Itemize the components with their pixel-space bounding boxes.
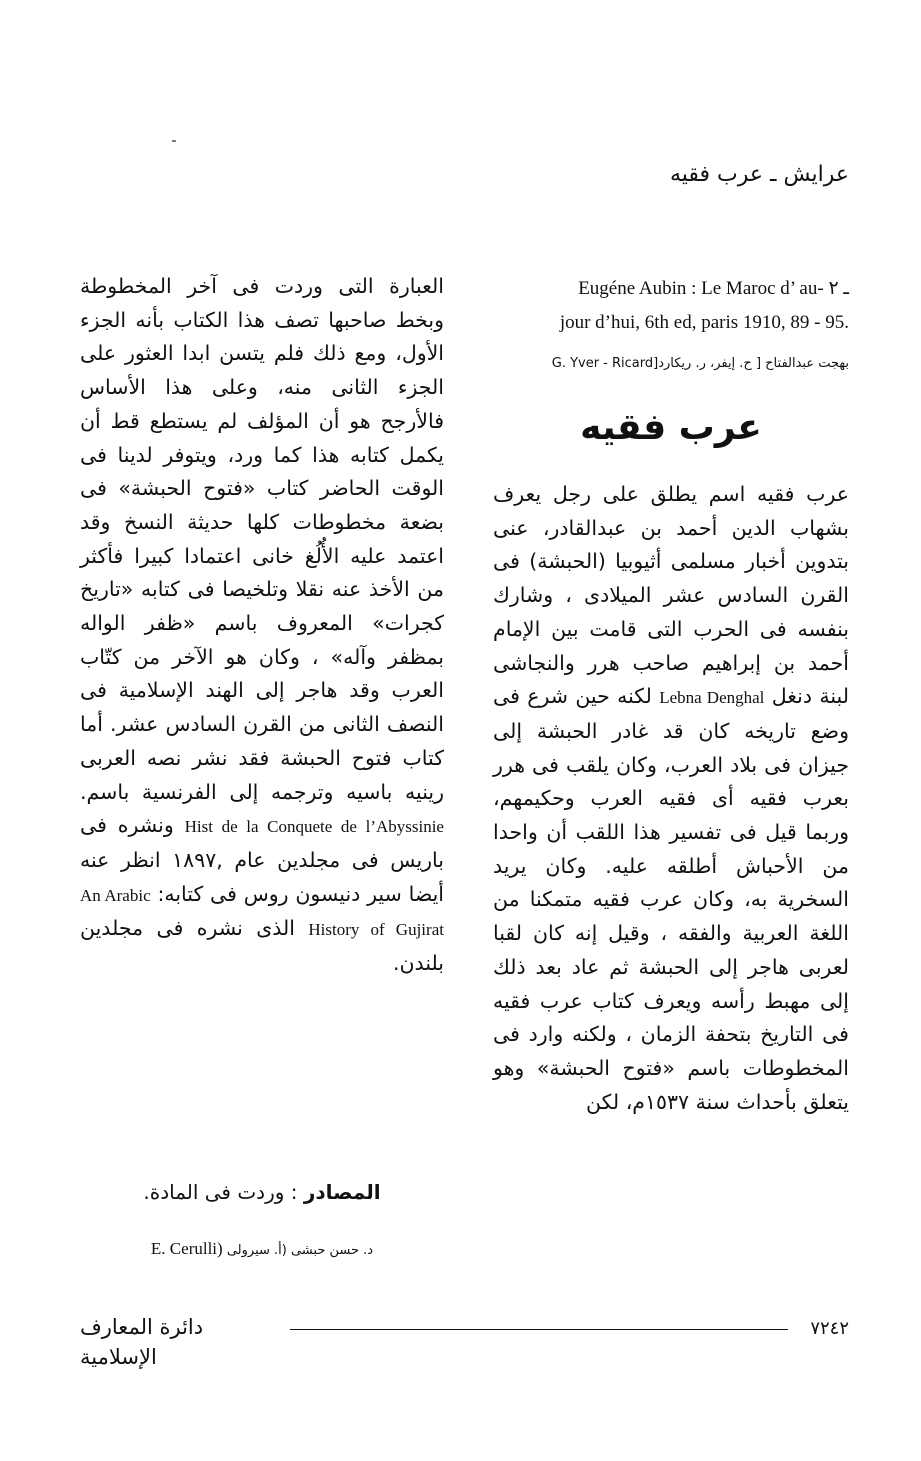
- author-latin: E. Cerulli): [150, 1239, 223, 1258]
- article-text-left-1: العبارة التى وردت فى آخر المخطوطة وبخط صاحبها تصف هذا الكتاب بأنه الجزء الأول، ومع ذلك فلم يتسن ابدا العثور على الجزء الثانى منه، وعلى هذا الأساس فالأرجح هو أن المؤلف لم يستطع قط أن يكمل كتابه هذا كما ورد، ويتوفر لدينا فى الوقت الحاضر كتاب «فتوح الحبشة» فى بضعة مخطوطات كلها حديثة النسخ وقد اعتمد عليه الأُلُغ خانى اعتمادا كبيرا فأكثر من الأخذ عنه نقلا وتلخيصا فى كتابه «تاريخ كجرات» المعروف باسم «ظفر الواله بمظفر وآله» ، وكان هو الآخر من كتّاب العرب وقد هاجر إلى الهند الإسلامية فى النصف الثانى من القرن السادس عشر. أما كتاب فتوح الحبشة فقد نشر نصه العربى رينيه باسيه وترجمه إلى الفرنسية باسم.: [80, 274, 444, 804]
- sources-label: المصادر: [303, 1180, 381, 1204]
- latin-title-gujirat: An Arabic History of Gujirat: [80, 885, 444, 940]
- article-text-right-1: عرب فقيه اسم يطلق على رجل يعرف بشهاب الدين أحمد بن عبدالقادر، عنى بتدوين أخبار مسلمى أثيوبيا (الحبشة) فى القرن السادس عشر الميلادى ، وشارك بنفسه فى الحرب التى قامت بين الإمام أحمد بن إبراهيم صاحب هرر والنجاشى لبنة دنغل: [493, 482, 849, 709]
- author-signature: [80, 1237, 444, 1263]
- article-column-left: [80, 270, 444, 981]
- page-number: ٧٢٤٢: [810, 1318, 849, 1339]
- sources-line: [80, 1175, 444, 1209]
- sources-text: : وردت فى المادة.: [143, 1180, 304, 1204]
- article-text-right-2: لكنه حين شرع فى وضع تاريخه كان قد غادر الحبشة إلى جيزان فى بلاد العرب، وكان يلقب فى هرر بعرب فقيه أى فقيه العرب وحكيمهم، وربما قيل فى تفسير هذا اللقب أن واحدا من الأحباش أطلقه عليه. وكان يريد السخرية به، وكان عرب فقيه متمكنا من اللغة العربية والفقه ، وقيل إنه كان لقبا لعربى هاجر إلى الحبشة ثم عاد بعد ذلك إلى مهبط رأسه ويعرف كتاب عرب فقيه فى التاريخ بتحفة الزمان ، ولكنه وارد فى المخطوطات باسم «فتوح الحبشة» وهو يتعلق بأحداث سنة ١٥٣٧م، لكن: [493, 684, 849, 1114]
- reference-author-latin: G. Yver - Ricard]: [551, 356, 659, 371]
- reference-line-2-text: jour d’hui, 6th ed, paris 1910, 89 - 95.: [559, 312, 849, 333]
- reference-line-3: [493, 352, 849, 376]
- latin-term-lebna-denghal: Lebna Denghal: [659, 688, 765, 708]
- article-column-right: [493, 478, 849, 1119]
- entry-title: عرب فقيه: [580, 407, 762, 448]
- publication-title: دائرة المعارف الإسلامية: [80, 1315, 204, 1369]
- article-text-left-3: الذى نشره فى مجلدين بلندن.: [80, 916, 444, 976]
- reference-line-2: [493, 306, 849, 340]
- latin-title-conquete: Hist de la Conquete de l’Abyssinie: [184, 817, 444, 837]
- footer-divider: [290, 1329, 788, 1330]
- article-text-left-2: ونشره فى باريس فى مجلدين عام ,١٨٩٧ انظر عنه أيضا سير دنيسون روس فى كتابه:: [80, 813, 444, 906]
- reference-line-1-text: Eugéne Aubin : Le Maroc d’ au- ـ ٢: [578, 278, 849, 299]
- author-arabic: د. حسن حبشى (أ. سيرولى: [226, 1243, 374, 1258]
- article-paragraph-right: [493, 478, 849, 1119]
- reference-line-1: [493, 272, 849, 306]
- article-paragraph-left: [80, 270, 444, 981]
- running-header: عرايش ـ عرب فقيه: [669, 162, 849, 187]
- reference-author-arabic: بهجت عبدالفتاح [ ح. إيفر، ر. ريكارد: [658, 356, 849, 371]
- stray-mark: [172, 140, 176, 142]
